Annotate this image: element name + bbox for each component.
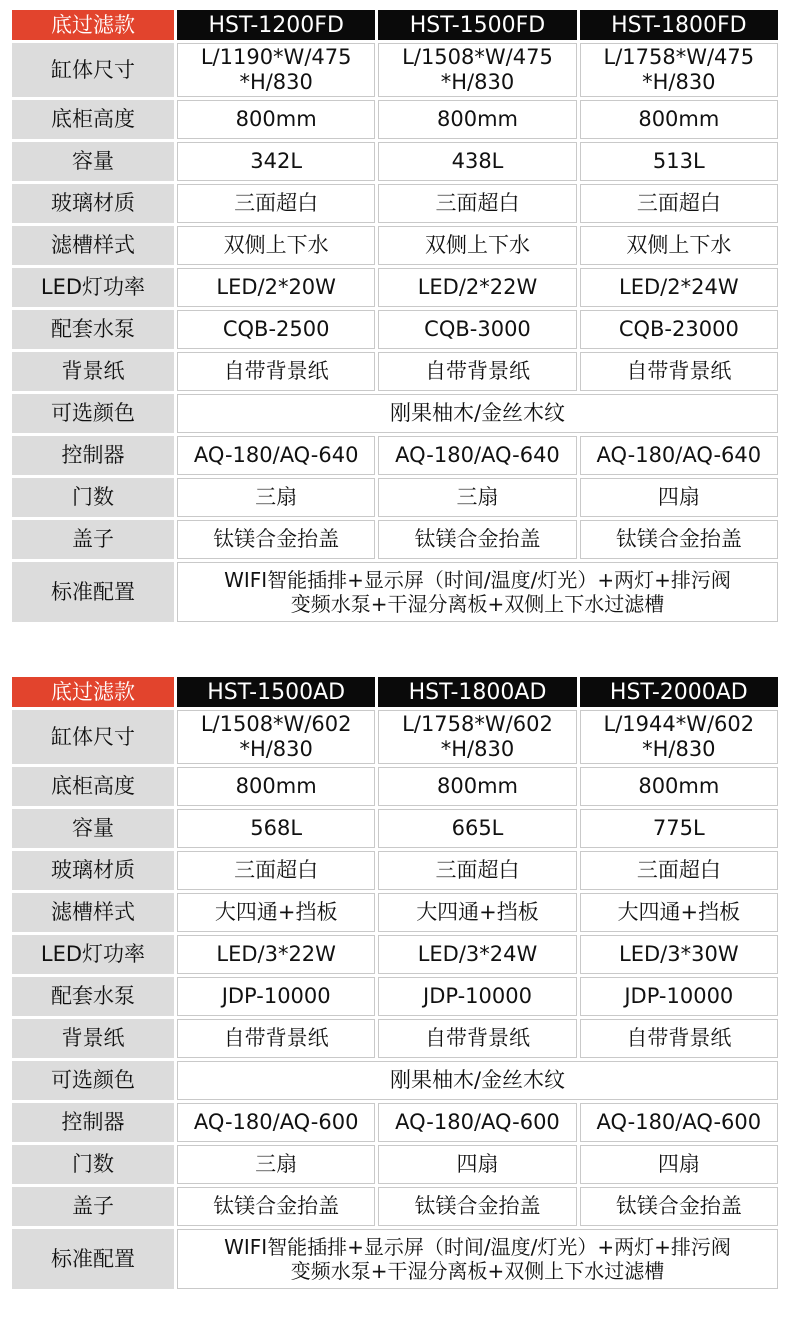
value-cell: 三面超白 xyxy=(177,851,375,890)
value-cell: 三面超白 xyxy=(378,851,576,890)
row-label: LED灯功率 xyxy=(12,268,174,307)
spec-table-fd xyxy=(9,7,781,625)
value-cell: 大四通+挡板 xyxy=(378,893,576,932)
standard-config-cell: WIFI智能插排+显示屏（时间/温度/灯光）+两灯+排污阀 变频水泵+干湿分离板+双侧上下水过滤槽 xyxy=(177,1229,778,1289)
row-label: 门数 xyxy=(12,478,174,517)
value-cell: 568L xyxy=(177,809,375,848)
value-cell: 自带背景纸 xyxy=(580,352,778,391)
table-row xyxy=(12,809,778,848)
table-row xyxy=(12,352,778,391)
value-cell: 双侧上下水 xyxy=(378,226,576,265)
category-badge: 底过滤款 xyxy=(12,10,174,40)
model-name: HST-1500FD xyxy=(378,10,576,40)
value-cell: LED/2*20W xyxy=(177,268,375,307)
standard-config-cell: WIFI智能插排+显示屏（时间/温度/灯光）+两灯+排污阀 变频水泵+干湿分离板+双侧上下水过滤槽 xyxy=(177,562,778,622)
model-name: HST-1500AD xyxy=(177,677,375,707)
value-cell: 双侧上下水 xyxy=(580,226,778,265)
row-label: 滤槽样式 xyxy=(12,226,174,265)
table-row xyxy=(12,184,778,223)
row-label: 缸体尺寸 xyxy=(12,43,174,97)
row-label: 控制器 xyxy=(12,436,174,475)
value-cell: 三扇 xyxy=(378,478,576,517)
table-row xyxy=(12,710,778,764)
header-row xyxy=(12,677,778,707)
value-cell: AQ-180/AQ-640 xyxy=(177,436,375,475)
value-cell: LED/3*22W xyxy=(177,935,375,974)
value-cell: 四扇 xyxy=(580,1145,778,1184)
table-row xyxy=(12,1103,778,1142)
value-cell: AQ-180/AQ-600 xyxy=(580,1103,778,1142)
model-name: HST-1200FD xyxy=(177,10,375,40)
model-name: HST-1800AD xyxy=(378,677,576,707)
value-cell: 双侧上下水 xyxy=(177,226,375,265)
color-options-cell: 刚果柚木/金丝木纹 xyxy=(177,1061,778,1100)
row-label: 盖子 xyxy=(12,520,174,559)
value-cell: 三面超白 xyxy=(580,851,778,890)
row-label: 滤槽样式 xyxy=(12,893,174,932)
value-cell: LED/3*30W xyxy=(580,935,778,974)
table-row xyxy=(12,935,778,974)
value-cell: 三扇 xyxy=(177,1145,375,1184)
value-cell: LED/2*24W xyxy=(580,268,778,307)
value-cell: 800mm xyxy=(580,767,778,806)
row-label: 可选颜色 xyxy=(12,394,174,433)
table-row xyxy=(12,478,778,517)
size-cell: L/1508*W/602 *H/830 xyxy=(177,710,375,764)
row-label: 盖子 xyxy=(12,1187,174,1226)
row-label: 门数 xyxy=(12,1145,174,1184)
value-cell: 自带背景纸 xyxy=(580,1019,778,1058)
model-name: HST-1800FD xyxy=(580,10,778,40)
value-cell: JDP-10000 xyxy=(378,977,576,1016)
value-cell: 513L xyxy=(580,142,778,181)
value-cell: 775L xyxy=(580,809,778,848)
row-label: 玻璃材质 xyxy=(12,851,174,890)
value-cell: 钛镁合金抬盖 xyxy=(177,520,375,559)
table-row xyxy=(12,43,778,97)
value-cell: 三面超白 xyxy=(177,184,375,223)
size-cell: L/1944*W/602 *H/830 xyxy=(580,710,778,764)
row-label: 背景纸 xyxy=(12,352,174,391)
value-cell: 三面超白 xyxy=(378,184,576,223)
value-cell: 800mm xyxy=(177,767,375,806)
size-cell: L/1190*W/475 *H/830 xyxy=(177,43,375,97)
value-cell: 钛镁合金抬盖 xyxy=(378,1187,576,1226)
row-label: 缸体尺寸 xyxy=(12,710,174,764)
value-cell: CQB-3000 xyxy=(378,310,576,349)
value-cell: 四扇 xyxy=(580,478,778,517)
value-cell: CQB-2500 xyxy=(177,310,375,349)
size-cell: L/1508*W/475 *H/830 xyxy=(378,43,576,97)
size-cell: L/1758*W/475 *H/830 xyxy=(580,43,778,97)
value-cell: 钛镁合金抬盖 xyxy=(580,520,778,559)
category-badge: 底过滤款 xyxy=(12,677,174,707)
value-cell: AQ-180/AQ-600 xyxy=(378,1103,576,1142)
row-label: 背景纸 xyxy=(12,1019,174,1058)
row-label: 标准配置 xyxy=(12,562,174,622)
row-label: LED灯功率 xyxy=(12,935,174,974)
row-label: 配套水泵 xyxy=(12,977,174,1016)
row-label: 玻璃材质 xyxy=(12,184,174,223)
value-cell: 三面超白 xyxy=(580,184,778,223)
value-cell: 大四通+挡板 xyxy=(580,893,778,932)
value-cell: AQ-180/AQ-600 xyxy=(177,1103,375,1142)
value-cell: 自带背景纸 xyxy=(177,352,375,391)
value-cell: JDP-10000 xyxy=(177,977,375,1016)
size-cell: L/1758*W/602 *H/830 xyxy=(378,710,576,764)
value-cell: LED/2*22W xyxy=(378,268,576,307)
value-cell: 800mm xyxy=(378,100,576,139)
value-cell: 800mm xyxy=(580,100,778,139)
row-label: 底柜高度 xyxy=(12,767,174,806)
value-cell: 342L xyxy=(177,142,375,181)
value-cell: 自带背景纸 xyxy=(177,1019,375,1058)
table-row xyxy=(12,142,778,181)
table-row xyxy=(12,1145,778,1184)
table-row xyxy=(12,767,778,806)
value-cell: 钛镁合金抬盖 xyxy=(177,1187,375,1226)
value-cell: CQB-23000 xyxy=(580,310,778,349)
value-cell: 自带背景纸 xyxy=(378,1019,576,1058)
table-row xyxy=(12,562,778,622)
row-label: 可选颜色 xyxy=(12,1061,174,1100)
table-row xyxy=(12,100,778,139)
value-cell: 800mm xyxy=(177,100,375,139)
value-cell: 钛镁合金抬盖 xyxy=(580,1187,778,1226)
table-row xyxy=(12,1187,778,1226)
value-cell: AQ-180/AQ-640 xyxy=(378,436,576,475)
value-cell: 自带背景纸 xyxy=(378,352,576,391)
value-cell: 665L xyxy=(378,809,576,848)
table-row xyxy=(12,268,778,307)
row-label: 控制器 xyxy=(12,1103,174,1142)
model-name: HST-2000AD xyxy=(580,677,778,707)
table-row xyxy=(12,1061,778,1100)
value-cell: 800mm xyxy=(378,767,576,806)
value-cell: 四扇 xyxy=(378,1145,576,1184)
value-cell: JDP-10000 xyxy=(580,977,778,1016)
spec-table-ad xyxy=(9,674,781,1292)
table-row xyxy=(12,1019,778,1058)
row-label: 底柜高度 xyxy=(12,100,174,139)
value-cell: 大四通+挡板 xyxy=(177,893,375,932)
header-row xyxy=(12,10,778,40)
table-row xyxy=(12,226,778,265)
table-row xyxy=(12,851,778,890)
row-label: 容量 xyxy=(12,809,174,848)
table-row xyxy=(12,394,778,433)
value-cell: 三扇 xyxy=(177,478,375,517)
color-options-cell: 刚果柚木/金丝木纹 xyxy=(177,394,778,433)
table-row xyxy=(12,310,778,349)
value-cell: AQ-180/AQ-640 xyxy=(580,436,778,475)
value-cell: LED/3*24W xyxy=(378,935,576,974)
value-cell: 438L xyxy=(378,142,576,181)
row-label: 配套水泵 xyxy=(12,310,174,349)
table-row xyxy=(12,1229,778,1289)
row-label: 容量 xyxy=(12,142,174,181)
table-row xyxy=(12,436,778,475)
table-row xyxy=(12,520,778,559)
row-label: 标准配置 xyxy=(12,1229,174,1289)
table-row xyxy=(12,977,778,1016)
table-row xyxy=(12,893,778,932)
value-cell: 钛镁合金抬盖 xyxy=(378,520,576,559)
